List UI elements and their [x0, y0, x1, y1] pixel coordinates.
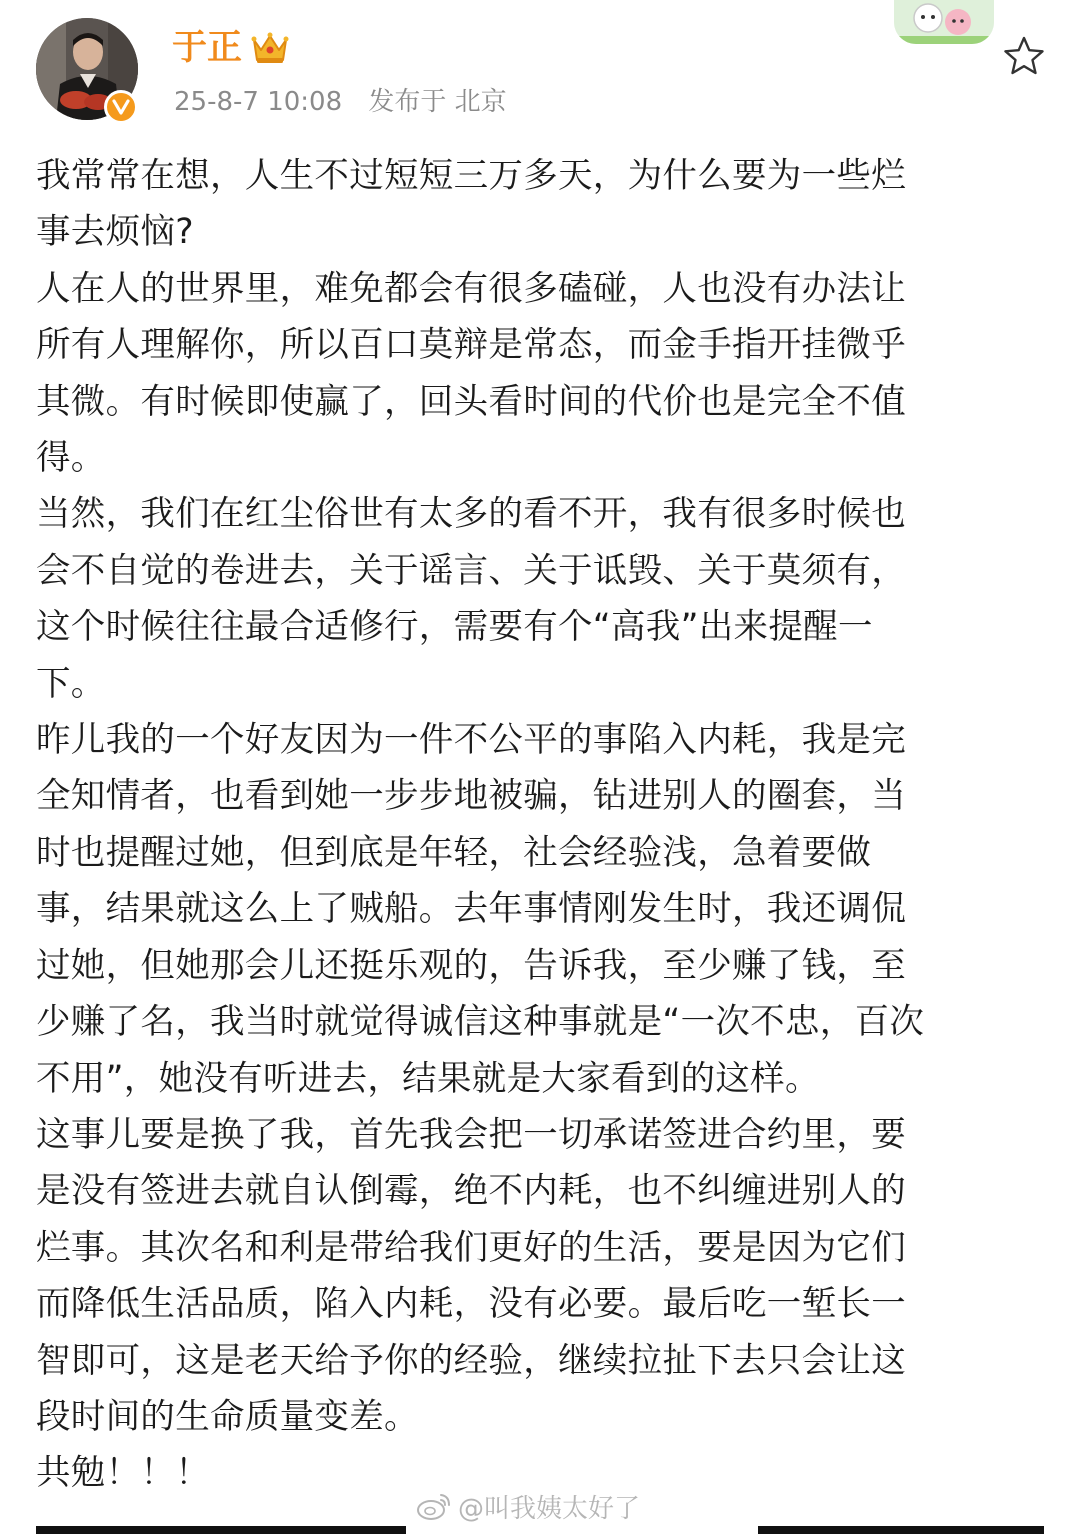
bottom-bar-right: [758, 1526, 1044, 1534]
post-paragraph: 这事儿要是换了我，首先我会把一切承诺签进合约里，要 是没有签进去就自认倒霉，绝不内耗，也不纠缠进别人的 烂事。其次名和利是带给我们更好的生活，要是因为它们 而降低生活品质，陷入内耗，没有必要。最后吃一堑长一 智即可，这是老天给予你的经验，继续拉扯下去只会让这 段时间的生命质量变差。: [36, 1114, 906, 1437]
post-paragraph: 共勉！！！: [36, 1453, 210, 1494]
post-paragraph: 人在人的世界里，难免都会有很多磕碰，人也没有办法让 所有人理解你，所以百口莫辩是常态，而金手指开挂微乎 其微。有时候即使赢了，回头看时间的代价也是完全不值 得。: [36, 268, 906, 479]
decoration-sticker: [894, 0, 994, 44]
watermark-text: @叫我姨太好了: [458, 1493, 641, 1524]
post-date: 25-8-7 10:08: [174, 87, 343, 117]
username[interactable]: 于正: [172, 28, 243, 68]
post-header: [0, 0, 1080, 140]
post-body: [36, 148, 1040, 1502]
bottom-bar-left: [36, 1526, 406, 1534]
watermark: [416, 1486, 640, 1526]
sticker-illustration-icon: [894, 0, 994, 44]
post-location: 发布于 北京: [368, 87, 507, 117]
post-paragraph: 我常常在想，人生不过短短三万多天，为什么要为一些烂 事去烦恼?: [36, 156, 906, 253]
post-paragraph: 昨儿我的一个好友因为一件不公平的事陷入内耗，我是完 全知情者，也看到她一步步地被骗，钻进别人的圈套，当 时也提醒过她，但到底是年轻，社会经验浅，急着要做 事，结果就这么上了贼船。去年事情刚发生时，我还调侃 过她，但她那会儿还挺乐观的，告诉我，至少赚了钱，至 少赚了名，我当时就觉得诚信这种事就是“一次不忠，百次 不用”，她没有听进去，结果就是大家看到的这样。: [36, 720, 925, 1099]
verified-v-icon: [104, 90, 138, 124]
star-icon[interactable]: [1002, 34, 1046, 78]
post-meta: [174, 84, 507, 120]
weibo-logo-icon: [416, 1491, 452, 1521]
crown-icon: [250, 30, 290, 66]
post-paragraph: 当然，我们在红尘俗世有太多的看不开，我有很多时候也 会不自觉的卷进去，关于谣言、关于诋毁、关于莫须有， 这个时候往往最合适修行，需要有个“高我”出来提醒一 下。: [36, 494, 906, 704]
